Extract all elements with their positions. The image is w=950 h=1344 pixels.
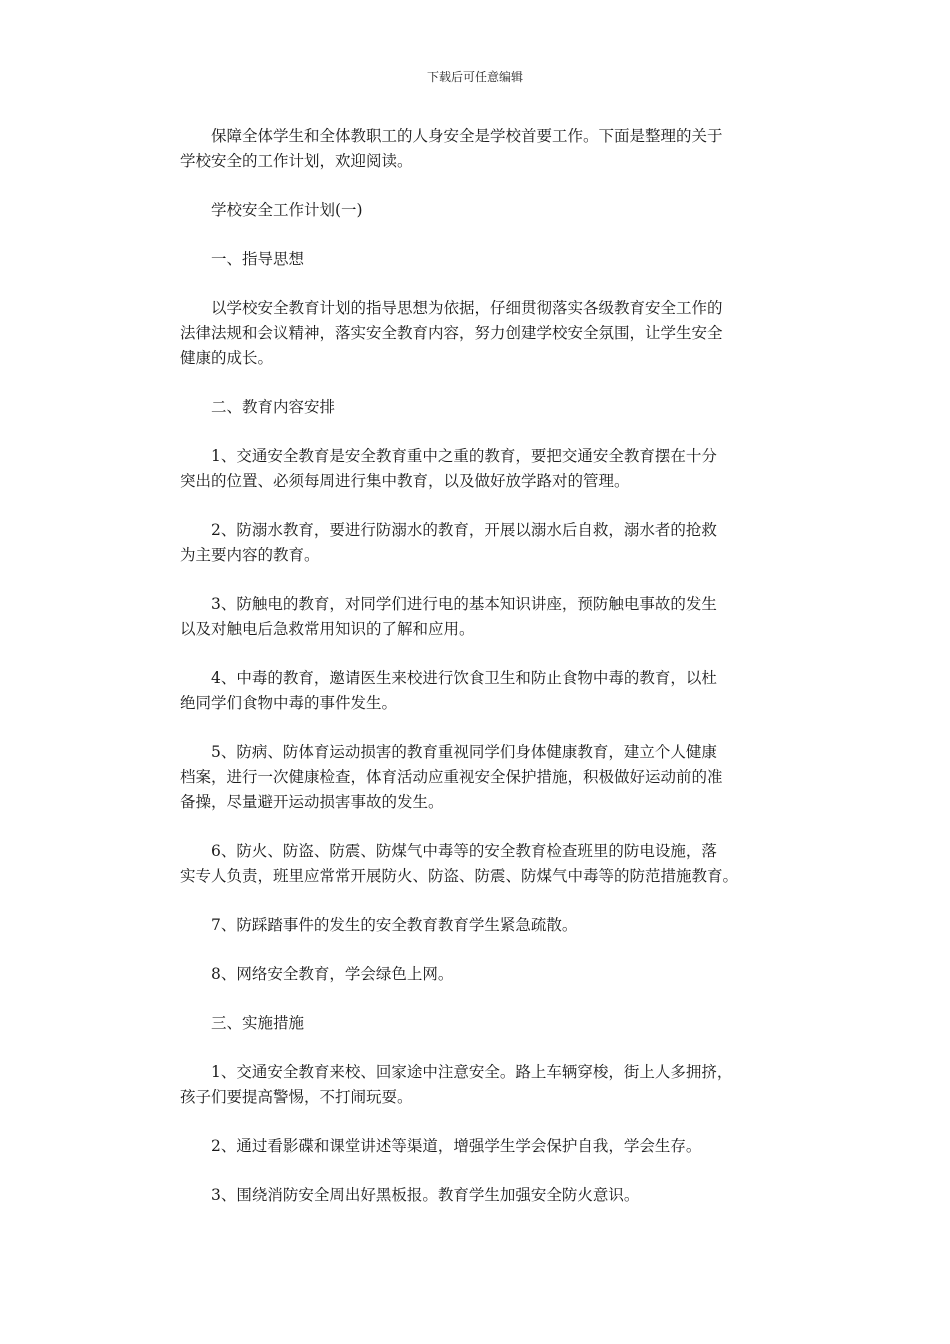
paragraph-line: 1、交通安全教育是安全教育重中之重的教育，要把交通安全教育摆在十分: [211, 447, 717, 465]
paragraph-line: 3、围绕消防安全周出好黑板报。教育学生加强安全防火意识。: [211, 1186, 640, 1204]
page-header: 下载后可任意编辑: [426, 70, 523, 84]
paragraph: [180, 592, 778, 642]
paragraph-line: 备操，尽量避开运动损害事故的发生。: [180, 793, 444, 811]
paragraph-line: 突出的位置、必须每周进行集中教育，以及做好放学路对的管理。: [180, 472, 630, 490]
paragraph: [180, 1134, 778, 1159]
paragraph-line: 以及对触电后急救常用知识的了解和应用。: [180, 620, 475, 638]
paragraph-line: 3、防触电的教育，对同学们进行电的基本知识讲座，预防触电事故的发生: [211, 595, 717, 613]
paragraph-line: 二、教育内容安排: [211, 398, 336, 416]
paragraph: [180, 913, 778, 938]
paragraph: [180, 740, 778, 815]
paragraph: [180, 518, 778, 568]
paragraph-line: 2、通过看影碟和课堂讲述等渠道，增强学生学会保护自我，学会生存。: [211, 1137, 702, 1155]
paragraph-line: 4、中毒的教育，邀请医生来校进行饮食卫生和防止食物中毒的教育，以杜: [211, 669, 717, 687]
paragraph: [180, 124, 778, 174]
paragraph-line: 2、防溺水教育，要进行防溺水的教育，开展以溺水后自救，溺水者的抢救: [211, 521, 717, 539]
paragraph-line: 为主要内容的教育。: [180, 546, 320, 564]
paragraph: [180, 666, 778, 716]
paragraph-line: 1、交通安全教育来校、回家途中注意安全。路上车辆穿梭，街上人多拥挤，: [211, 1063, 733, 1081]
paragraph: [180, 198, 778, 223]
paragraph-line: 学校安全的工作计划，欢迎阅读。: [180, 152, 413, 170]
paragraph-line: 实专人负责，班里应常常开展防火、防盗、防震、防煤气中毒等的防范措施教育。: [180, 867, 739, 885]
paragraph-line: 8、网络安全教育，学会绿色上网。: [211, 965, 454, 983]
paragraph-line: 6、防火、防盗、防震、防煤气中毒等的安全教育检查班里的防电设施，落: [211, 842, 717, 860]
paragraph: [180, 247, 778, 272]
paragraph-line: 学校安全工作计划(一): [211, 201, 363, 219]
paragraph-line: 孩子们要提高警惕，不打闹玩耍。: [180, 1088, 413, 1106]
paragraph-line: 健康的成长。: [180, 349, 274, 367]
paragraph-line: 绝同学们食物中毒的事件发生。: [180, 694, 398, 712]
paragraph-line: 一、指导思想: [211, 250, 305, 268]
document-body: [180, 124, 778, 1232]
paragraph-line: 三、实施措施: [211, 1014, 305, 1032]
paragraph-line: 保障全体学生和全体教职工的人身安全是学校首要工作。下面是整理的关于: [211, 127, 723, 145]
paragraph-line: 法律法规和会议精神，落实安全教育内容，努力创建学校安全氛围，让学生安全: [180, 324, 723, 342]
paragraph-line: 7、防踩踏事件的发生的安全教育教育学生紧急疏散。: [211, 916, 578, 934]
paragraph: [180, 444, 778, 494]
paragraph: [180, 395, 778, 420]
paragraph: [180, 1011, 778, 1036]
paragraph: [180, 839, 778, 889]
paragraph: [180, 296, 778, 371]
paragraph-line: 5、防病、防体育运动损害的教育重视同学们身体健康教育，建立个人健康: [211, 743, 717, 761]
paragraph: [180, 1183, 778, 1208]
paragraph-line: 以学校安全教育计划的指导思想为依据，仔细贯彻落实各级教育安全工作的: [211, 299, 723, 317]
paragraph-line: 档案，进行一次健康检查，体育活动应重视安全保护措施，积极做好运动前的准: [180, 768, 723, 786]
paragraph: [180, 962, 778, 987]
paragraph: [180, 1060, 778, 1110]
